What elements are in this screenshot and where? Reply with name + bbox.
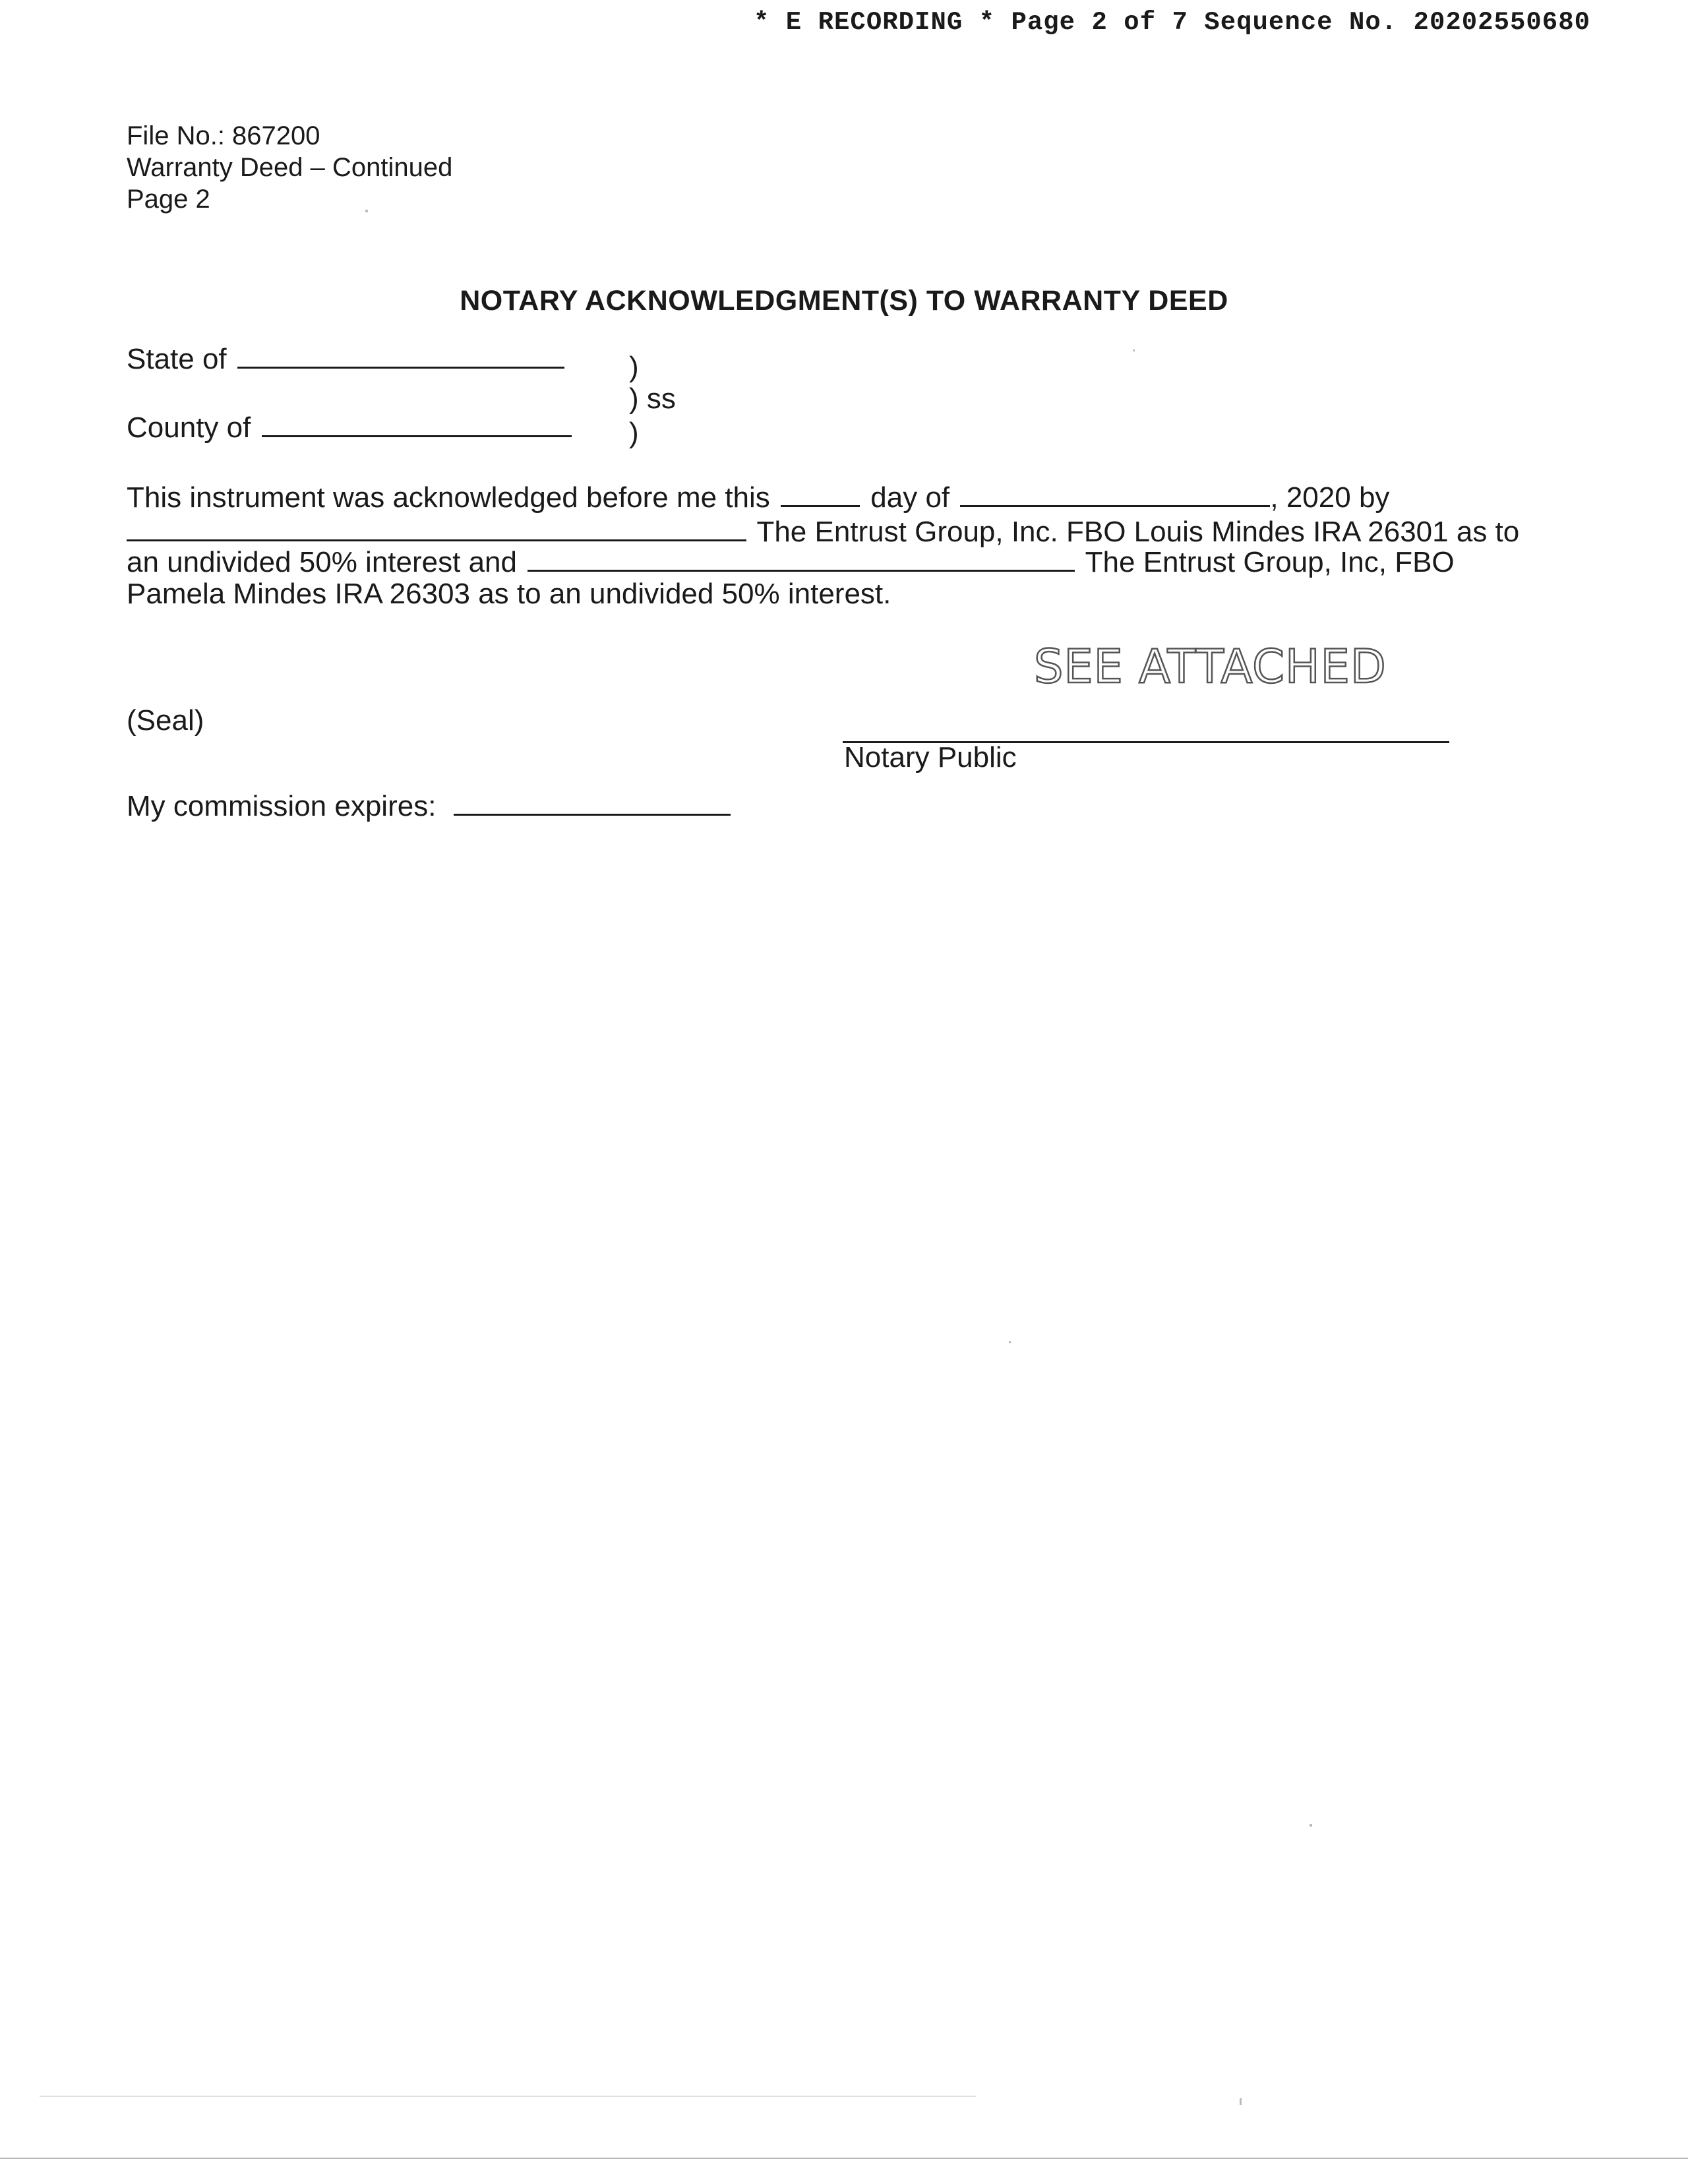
day-blank[interactable] [781, 481, 860, 507]
ack-text-3b: The Entrust Group, Inc, FBO [1085, 546, 1455, 578]
scan-speck [1310, 1824, 1312, 1827]
ack-line-1 [127, 481, 1389, 514]
ack-line-3 [127, 546, 1455, 579]
ack-line-4: Pamela Mindes IRA 26303 as to an undivided 50% interest. [127, 578, 891, 610]
commission-blank[interactable] [454, 790, 731, 816]
commission-line [127, 790, 733, 823]
see-attached-stamp: SEE ATTACHED [1034, 640, 1387, 694]
county-line [127, 411, 574, 444]
ack-text-3a: an undivided 50% interest and [127, 546, 517, 578]
state-blank[interactable] [237, 343, 564, 369]
month-blank[interactable] [960, 481, 1270, 507]
page-label: Page 2 [127, 185, 210, 214]
ack-line-2 [127, 516, 1519, 549]
scan-speck [1133, 349, 1135, 351]
scan-speck [1009, 1341, 1011, 1343]
document-title: Warranty Deed – Continued [127, 153, 453, 182]
seal-label: (Seal) [127, 704, 204, 737]
grantor-1-blank[interactable] [127, 516, 746, 541]
page-title: NOTARY ACKNOWLEDGMENT(S) TO WARRANTY DEED [460, 285, 1228, 317]
paren-top: ) [629, 351, 639, 383]
scan-speck [1240, 2098, 1242, 2105]
commission-label: My commission expires: [127, 790, 437, 822]
page-bottom-edge [0, 2158, 1688, 2159]
state-line [127, 343, 567, 376]
ack-text-2: The Entrust Group, Inc. FBO Louis Mindes IRA 26301 as to [756, 516, 1520, 548]
ack-text-1a: This instrument was acknowledged before me this [127, 481, 770, 514]
file-number: File No.: 867200 [127, 121, 320, 150]
ack-text-1b: day of [870, 481, 950, 514]
paren-ss: ) ss [629, 382, 676, 415]
grantor-2-blank[interactable] [528, 546, 1075, 572]
notary-public-label: Notary Public [844, 741, 1017, 774]
scan-noise-line [40, 2096, 976, 2097]
county-label: County of [127, 411, 251, 444]
scan-speck [365, 210, 368, 212]
paren-bottom: ) [629, 417, 639, 449]
state-label: State of [127, 343, 227, 375]
county-blank[interactable] [262, 411, 572, 437]
recording-banner: * E RECORDING * Page 2 of 7 Sequence No. 20202550680 [754, 8, 1590, 37]
ack-text-1c: , 2020 by [1270, 481, 1390, 514]
